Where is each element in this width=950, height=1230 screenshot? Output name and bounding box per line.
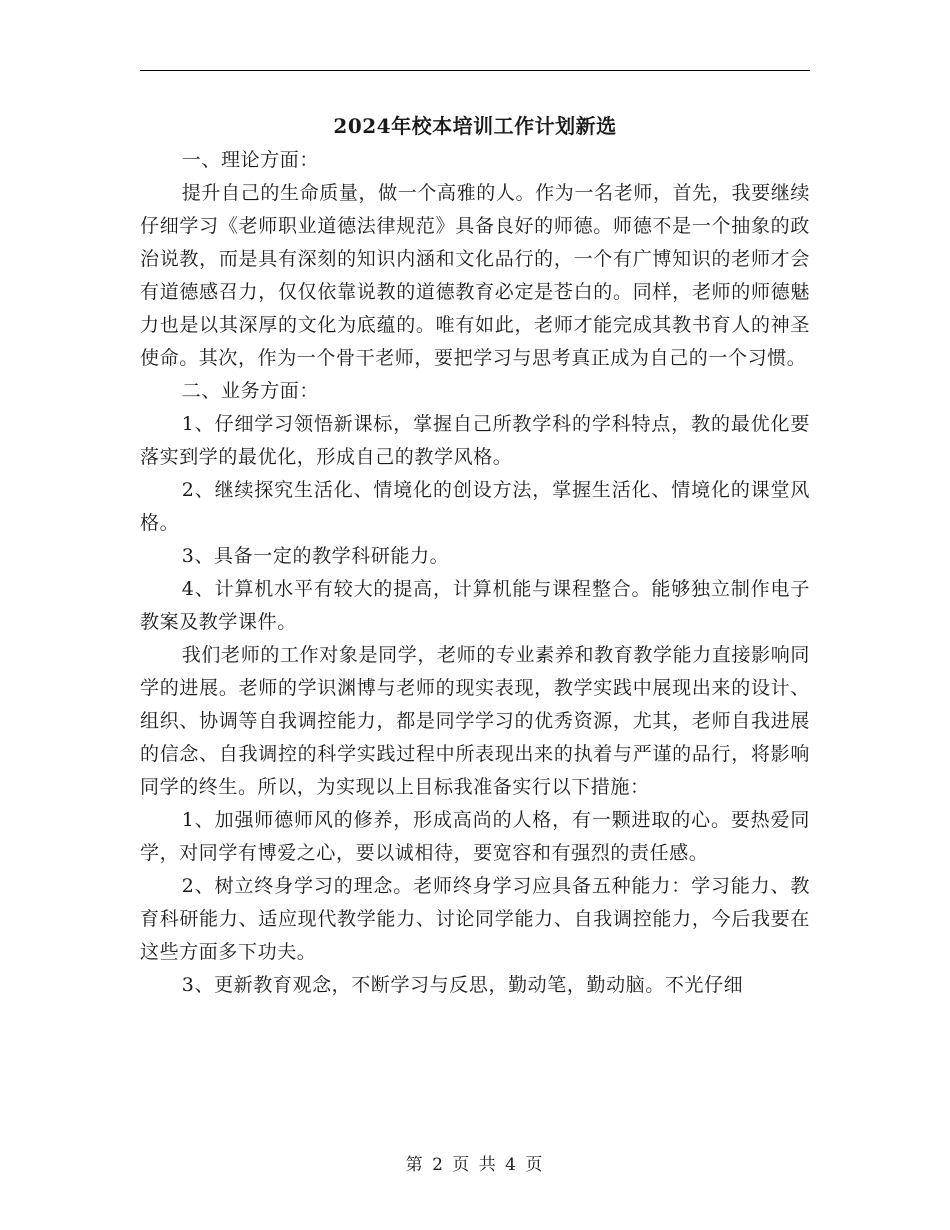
list-item: 3、具备一定的教学科研能力。 — [181, 545, 450, 567]
paragraph: 提升自己的生命质量，做一个高雅的人。作为一名老师，首先，我要继续仔细学习《老师职业道德法律规范》具备良好的师德。师德不是一个抽象的政治说教，而是具有深刻的知识内涵和文化品行的，一个有广博知识的老师才会有道德感召力，仅仅依靠说教的道德教育必定是苍白的。同样，老师的师德魅力也是以其深厚的文化为底蕴的。唯有如此，老师才能完成其教书育人的神圣使命。其次，作为一个骨干老师，要把学习与思考真正成为自己的一个习惯。 — [140, 182, 810, 369]
document-body — [140, 144, 810, 1002]
list-item: 1、加强师德师风的修养，形成高尚的人格，有一颗进取的心。要热爱同学，对同学有博爱之心，要以诚相待，要宽容和有强烈的责任感。 — [140, 809, 810, 864]
document-title: 2024年校本培训工作计划新选 — [333, 114, 617, 138]
list-item: 2、树立终身学习的理念。老师终身学习应具备五种能力：学习能力、教育科研能力、适应现代教学能力、讨论同学能力、自我调控能力，今后我要在这些方面多下功夫。 — [140, 875, 810, 963]
header-rule — [140, 70, 810, 71]
list-item: 3、更新教育观念，不断学习与反思，勤动笔，勤动脑。不光仔细 — [181, 974, 744, 996]
paragraph: 我们老师的工作对象是同学，老师的专业素养和教育教学能力直接影响同学的进展。老师的学识渊博与老师的现实表现，教学实践中展现出来的设计、组织、协调等自我调控能力，都是同学学习的优秀资源，尤其，老师自我进展的信念、自我调控的科学实践过程中所表现出来的执着与严谨的品行，将影响同学的终生。所以，为实现以上目标我准备实行以下措施： — [140, 644, 810, 798]
list-item: 1、仔细学习领悟新课标，掌握自己所教学科的学科特点，教的最优化要落实到学的最优化，形成自己的教学风格。 — [140, 413, 810, 468]
page-footer: 第 2 页 共 4 页 — [405, 1155, 545, 1175]
section-heading-business: 二、业务方面： — [181, 380, 319, 402]
list-item: 2、继续探究生活化、情境化的创设方法，掌握生活化、情境化的课堂风格。 — [140, 479, 810, 534]
section-heading-theory: 一、理论方面： — [181, 149, 319, 171]
list-item: 4、计算机水平有较大的提高，计算机能与课程整合。能够独立制作电子教案及教学课件。 — [140, 578, 810, 633]
